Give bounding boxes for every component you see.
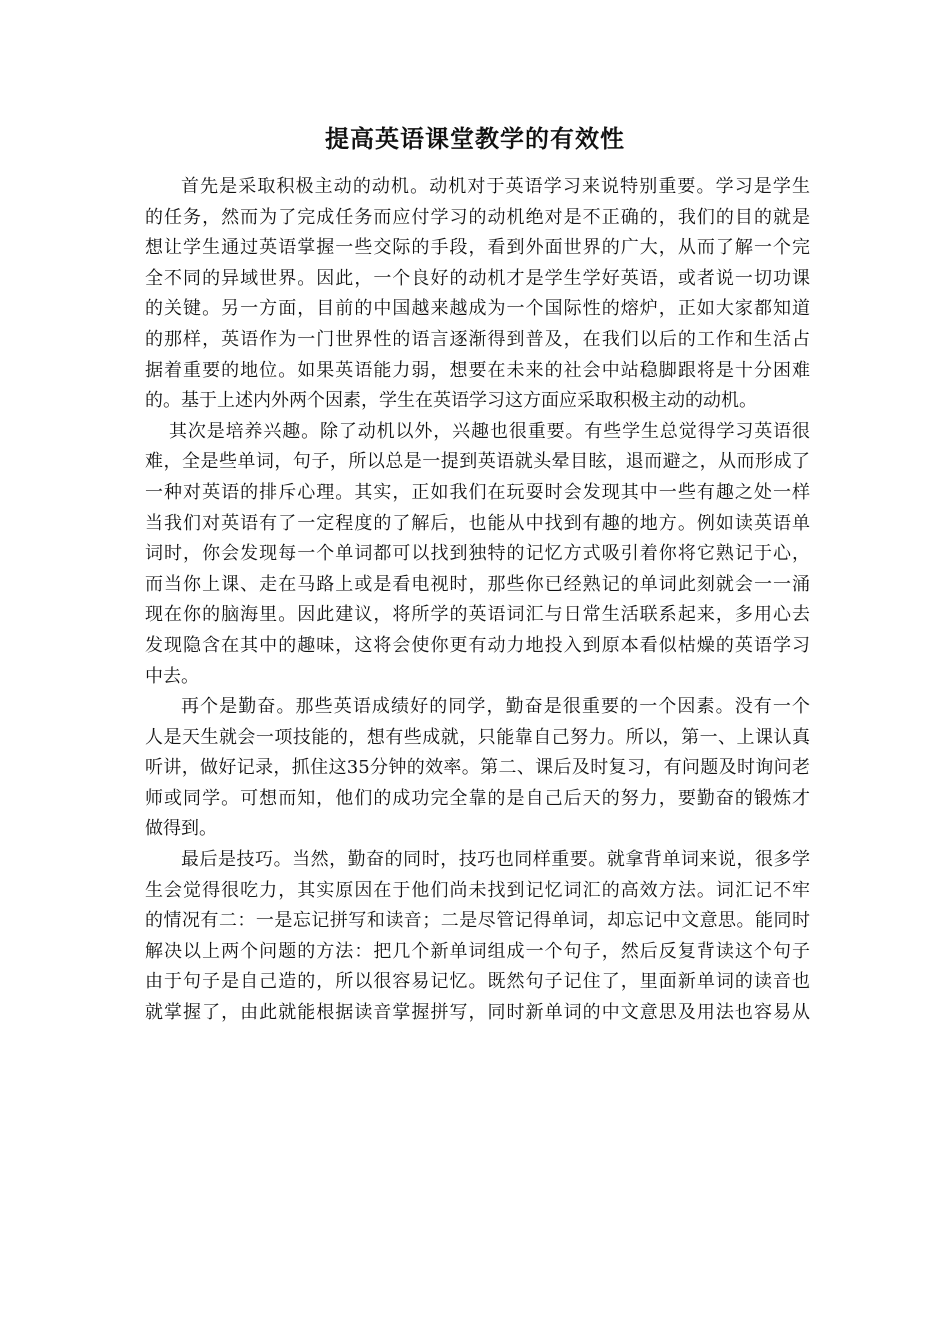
text-line: 发现隐含在其中的趣味，这将会使你更有动力地投入到原本看似枯燥的英语学习 xyxy=(145,634,810,656)
text-line: 中去。 xyxy=(145,665,199,687)
paragraph-4 xyxy=(145,845,810,1029)
text-line: 难，全是些单词，句子，所以总是一提到英语就头晕目眩，退而避之，从而形成了 xyxy=(145,451,810,473)
text-line: 的。基于上述内外两个因素，学生在英语学习这方面应采取积极主动的动机。 xyxy=(145,390,757,412)
text-line: 听讲，做好记录，抓住这35分钟的效率。第二、课后及时复习，有问题及时询问老 xyxy=(145,757,810,779)
text-line: 的情况有二：一是忘记拼写和读音；二是尽管记得单词，却忘记中文意思。能同时 xyxy=(145,910,810,932)
paragraph-2 xyxy=(145,417,810,692)
text-line: 由于句子是自己造的，所以很容易记忆。既然句子记住了，里面新单词的读音也 xyxy=(145,971,810,993)
text-line: 其次是培养兴趣。除了动机以外，兴趣也很重要。有些学生总觉得学习英语很 xyxy=(169,420,810,442)
text-line: 而当你上课、走在马路上或是看电视时，那些你已经熟记的单词此刻就会一一涌 xyxy=(145,573,810,595)
text-line: 就掌握了，由此就能根据读音掌握拼写，同时新单词的中文意思及用法也容易从 xyxy=(145,1002,810,1024)
text-line: 想让学生通过英语掌握一些交际的手段，看到外面世界的广大，从而了解一个完 xyxy=(145,237,810,259)
paragraph-1 xyxy=(145,172,810,417)
text-line: 做得到。 xyxy=(145,818,217,840)
text-line: 人是天生就会一项技能的，想有些成就，只能靠自己努力。所以，第一、上课认真 xyxy=(145,726,810,748)
text-line: 解决以上两个问题的方法：把几个新单词组成一个句子，然后反复背读这个句子 xyxy=(145,940,810,962)
document-title: 提高英语课堂教学的有效性 xyxy=(325,124,625,153)
text-line: 的那样，英语作为一门世界性的语言逐渐得到普及，在我们以后的工作和生活占 xyxy=(145,328,810,350)
text-line: 全不同的异域世界。因此，一个良好的动机才是学生学好英语，或者说一切功课 xyxy=(145,267,810,289)
text-line: 首先是采取积极主动的动机。动机对于英语学习来说特别重要。学习是学生 xyxy=(181,176,810,197)
text-line: 词时，你会发现每一个单词都可以找到独特的记忆方式吸引着你将它熟记于心， xyxy=(145,543,810,565)
text-line: 当我们对英语有了一定程度的了解后，也能从中找到有趣的地方。例如读英语单 xyxy=(145,512,810,534)
paragraph-3 xyxy=(145,692,810,845)
document-body xyxy=(145,172,810,1029)
text-line: 最后是技巧。当然，勤奋的同时，技巧也同样重要。就拿背单词来说，很多学 xyxy=(181,849,810,871)
text-line: 一种对英语的排斥心理。其实，正如我们在玩耍时会发现其中一些有趣之处一样 xyxy=(145,481,810,503)
text-line: 现在你的脑海里。因此建议，将所学的英语词汇与日常生活联系起来，多用心去 xyxy=(145,604,810,626)
text-line: 的任务，然而为了完成任务而应付学习的动机绝对是不正确的，我们的目的就是 xyxy=(145,206,810,228)
text-line: 生会觉得很吃力，其实原因在于他们尚未找到记忆词汇的高效方法。词汇记不牢 xyxy=(145,879,810,901)
text-line: 再个是勤奋。那些英语成绩好的同学，勤奋是很重要的一个因素。没有一个 xyxy=(181,696,810,718)
text-line: 师或同学。可想而知，他们的成功完全靠的是自己后天的努力，要勤奋的锻炼才 xyxy=(145,787,810,809)
text-line: 据着重要的地位。如果英语能力弱，想要在未来的社会中站稳脚跟将是十分困难 xyxy=(145,359,810,381)
text-line: 的关键。另一方面，目前的中国越来越成为一个国际性的熔炉，正如大家都知道 xyxy=(145,298,810,320)
